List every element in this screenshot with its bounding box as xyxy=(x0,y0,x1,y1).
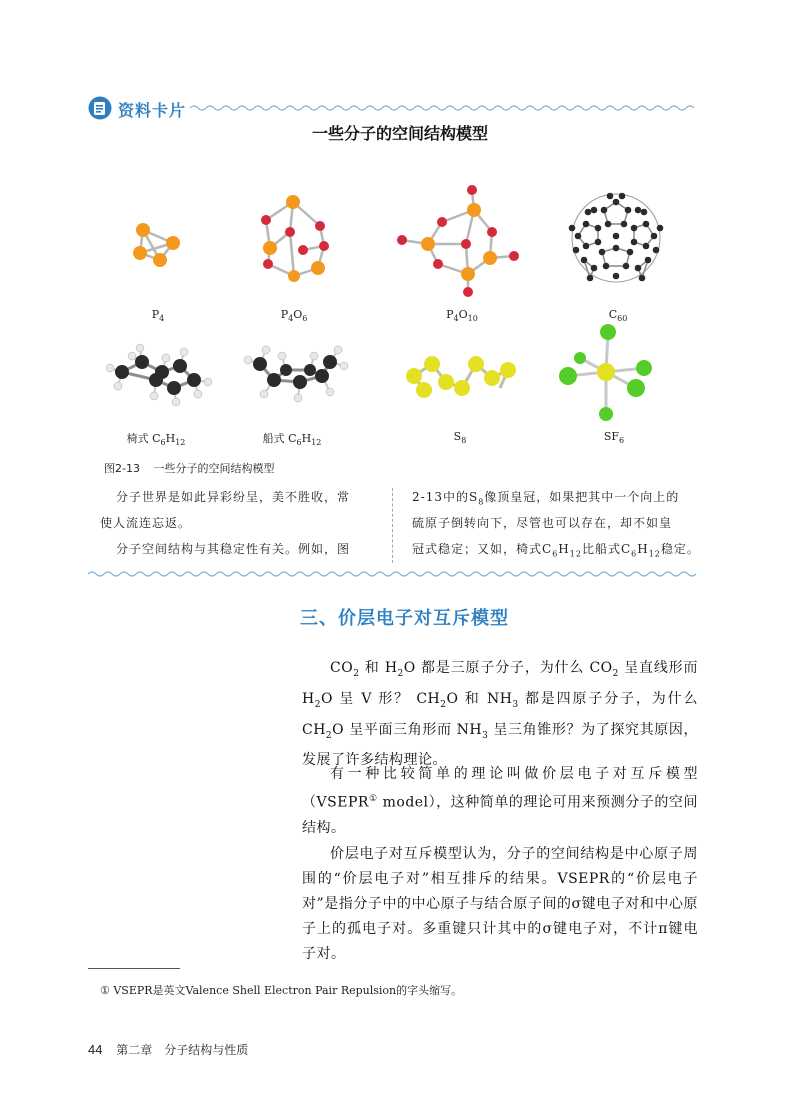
footnote-rule xyxy=(88,968,180,969)
card-header xyxy=(88,96,700,122)
page-number: 44 xyxy=(88,1042,103,1057)
figure-caption-text: 一些分子的空间结构模型 xyxy=(153,462,275,475)
chair-c6h12-model xyxy=(104,340,214,410)
card-text-left-l3: 分子空间结构与其稳定性有关。例如，图 xyxy=(116,542,351,556)
label-c60: $C_{60}$ xyxy=(608,308,628,324)
paragraph-3: 价层电子对互斥模型认为，分子的空间结构是中心原子周围的“价层电子对”相互排斥的结果。VSEPR的“价层电子对”是指分子中的中心原子与结合原子间的σ键电子对和中心原子上的孤电子对。多重键只计其中的σ键电子对，不计π键电子对。 xyxy=(302,846,698,962)
p4-model xyxy=(128,215,188,270)
paragraph-2: 有一种比较简单的理论叫做价层电子对互斥模型（VSEPR① model），这种简单的理论可用来预测分子的空间结构。 xyxy=(302,766,698,836)
card-text-right-l2: 硫原子倒转向下，尽管也可以存在，却不如皇 xyxy=(412,516,673,530)
chapter-title: 第二章 分子结构与性质 xyxy=(116,1043,249,1057)
boat-c6h12-model xyxy=(240,340,350,410)
page-footer xyxy=(88,1041,248,1058)
card-text-left-l2: 使人流连忘返。 xyxy=(100,516,192,530)
label-boat-c6h12: 船式 $C_6H_{12}$ xyxy=(262,432,322,448)
label-p4o6: $P_4O_6$ xyxy=(280,308,308,324)
card-column-divider xyxy=(392,488,393,563)
label-s8: $S_8$ xyxy=(453,430,467,446)
card-heading: 一些分子的空间结构模型 xyxy=(311,124,488,143)
label-sf6: $SF_6$ xyxy=(603,430,625,446)
p4o10-model xyxy=(392,182,522,297)
s8-model xyxy=(400,348,520,402)
wave-divider-top xyxy=(190,104,700,112)
footnote: ① VSEPR是英文Valence Shell Electron Pair Repulsion的字头缩写。 xyxy=(100,984,463,997)
p4o6-model xyxy=(248,188,338,286)
c60-model xyxy=(564,188,668,288)
sf6-model xyxy=(556,322,656,422)
label-chair-c6h12: 椅式 $C_6H_{12}$ xyxy=(126,432,186,448)
figure-number: 图2-13 xyxy=(104,462,140,475)
paragraph-1: $CO_2$ 和 $H_2O$ 都是三原子分子，为什么 $CO_2$ 呈直线形而 $H_2O$ 呈 V 形？ $CH_2O$ 和 $NH_3$ 都是四原子分子，为什么 $CH_2O$ 呈平面三角形而 $NH_3$ 呈三角锥形？为了探究其原因，发展了许多结构理论。 xyxy=(302,660,699,769)
card-title: 资料卡片 xyxy=(118,101,187,120)
book-icon xyxy=(88,96,112,120)
card-text-right-l3: 冠式稳定；又如，椅式$C_6H_{12}$比船式$C_6H_{12}$稳定。 xyxy=(412,542,700,559)
label-p4o10: $P_4O_{10}$ xyxy=(446,308,478,324)
label-p4: $P_4$ xyxy=(151,308,165,324)
card-text-left-l1: 分子世界是如此异彩纷呈，美不胜收，常 xyxy=(116,490,351,504)
section-heading: 三、价层电子对互斥模型 xyxy=(300,608,509,629)
wave-divider-bottom xyxy=(88,570,700,578)
card-text-right-l1: 2-13中的$S_8$像顶皇冠，如果把其中一个向上的 xyxy=(412,490,680,507)
figure-caption xyxy=(104,460,274,476)
